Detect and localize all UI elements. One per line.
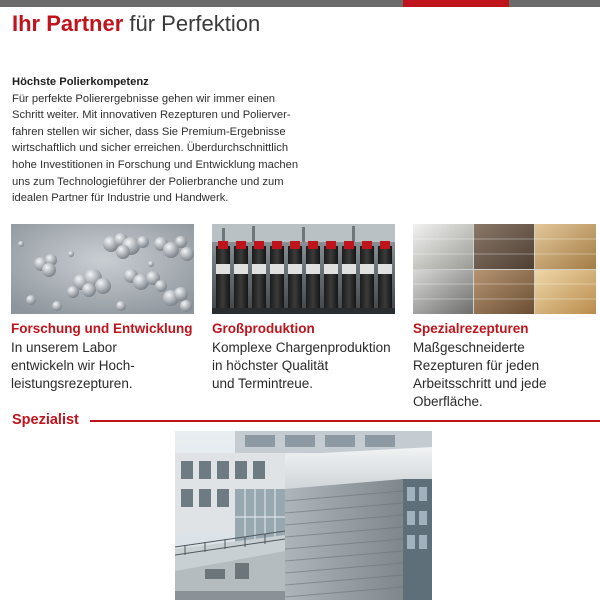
card-text-production: Komplexe Chargenproduktion in höchster Qualität und Termintreue.	[212, 340, 391, 391]
intro-section	[12, 74, 342, 207]
production-image	[212, 224, 395, 314]
card-title-production: Großproduktion	[212, 321, 315, 336]
page-title-light: für Perfektion	[129, 11, 261, 36]
card-title-formulas: Spezialrezepturen	[413, 321, 529, 336]
section-title-specialist: Spezialist	[12, 410, 83, 430]
surfaces-image	[413, 224, 596, 314]
top-bar	[0, 0, 600, 7]
card-title-research: Forschung und Entwicklung	[11, 321, 193, 336]
card-text-formulas: Maßgeschneiderte Rezepturen für jeden Arbeitsschritt und jede Oberfläche.	[413, 340, 547, 409]
page-title-strong: Ihr Partner	[12, 11, 124, 36]
top-bar-accent	[403, 0, 509, 7]
building-image	[175, 431, 432, 600]
card-text-research: In unserem Labor entwickeln wir Hoch- leistungsrezepturen.	[11, 340, 135, 391]
intro-body: Für perfekte Polierergebnisse gehen wir immer einen Schritt weiter. Mit innovativen Rezepturen und Polierver- fahren stellen wir sicher, dass Sie Premium-Ergebnisse wirtschaftlich und sicher erreichen. Überdurchschnittlich hohe Investitionen in Forschung und Entwicklung machen uns zum Technologieführer der Polierbranche und zum idealen Partner für Industrie und Handwerk.	[12, 92, 299, 205]
section-divider-line	[90, 420, 600, 422]
research-image	[11, 224, 194, 314]
intro-heading: Höchste Polierkompetenz	[12, 76, 149, 88]
page-title	[12, 10, 260, 38]
